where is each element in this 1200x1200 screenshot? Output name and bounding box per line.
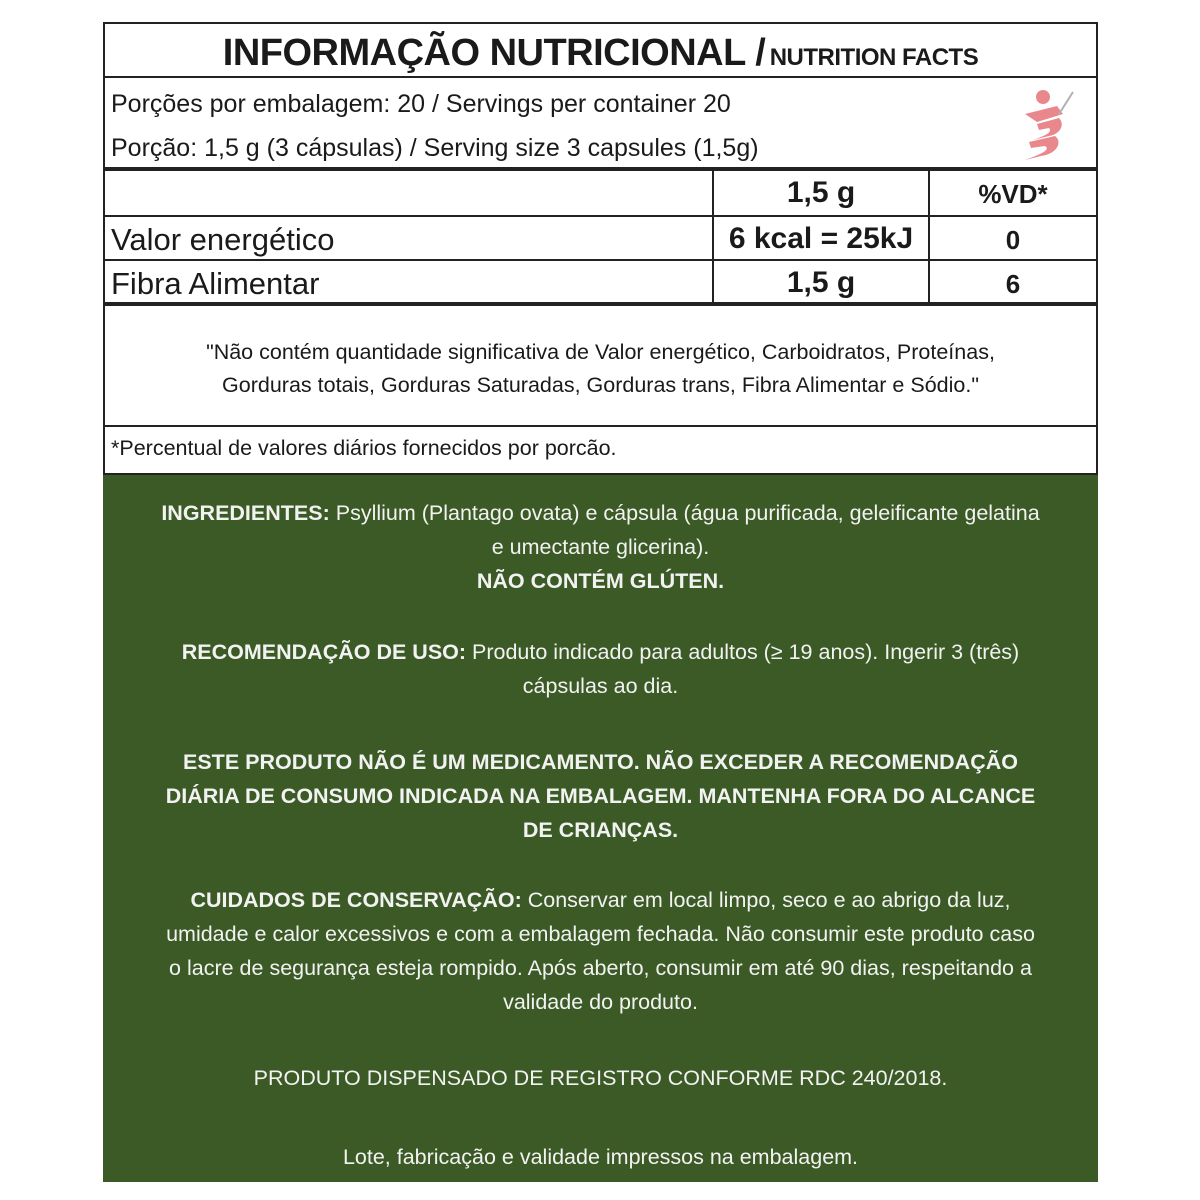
- title-portuguese: INFORMAÇÃO NUTRICIONAL /: [222, 32, 766, 74]
- storage-text: Conservar em local limpo, seco e ao abrigo da luz,: [521, 888, 1011, 912]
- serving-size: Porção: 1,5 g (3 cápsulas) / Serving size 3 capsules (1,5g): [111, 134, 759, 162]
- storage-text: o lacre de segurança esteja rompido. Após aberto, consumir em até 90 dias, respeitando a: [169, 956, 1032, 980]
- brand-mark-icon: [1015, 84, 1085, 162]
- registration-statement: PRODUTO DISPENSADO DE REGISTRO CONFORME RDC 240/2018.: [253, 1066, 948, 1090]
- ingredients-block: [103, 496, 1098, 598]
- storage-text: umidade e calor excessivos e com a embalagem fechada. Não consumir este produto caso: [166, 922, 1035, 946]
- insignificant-quantity-note: [105, 336, 1096, 402]
- ingredients-text: e umectante glicerina).: [491, 535, 710, 559]
- note-line: Gorduras totais, Gorduras Saturadas, Gorduras trans, Fibra Alimentar e Sódio.": [222, 373, 979, 397]
- nutrition-facts-panel: [103, 22, 1098, 475]
- storage-label: CUIDADOS DE CONSERVAÇÃO:: [190, 888, 522, 912]
- warning-text: DE CRIANÇAS.: [522, 818, 679, 842]
- storage-text: validade do produto.: [503, 990, 698, 1014]
- title-english: NUTRITION FACTS: [769, 44, 979, 71]
- nutrient-quantity: 1,5 g: [712, 261, 930, 305]
- daily-value-footnote: *Percentual de valores diários fornecidos por porcão.: [111, 436, 617, 460]
- header-daily-value: %VD*: [978, 179, 1048, 209]
- product-info-panel: [103, 475, 1098, 1182]
- product-label: [103, 22, 1098, 1182]
- usage-block: [103, 635, 1098, 703]
- ingredients-text: Psyllium (Plantago ovata) e cápsula (água purificada, geleificante gelatina: [329, 501, 1040, 525]
- table-row: [105, 215, 1096, 261]
- table-cell-empty: [105, 171, 712, 215]
- gluten-statement: NÃO CONTÉM GLÚTEN.: [476, 569, 725, 593]
- table-row: [105, 259, 1096, 305]
- usage-text: Produto indicado para adultos (≥ 19 anos). Ingerir 3 (três): [466, 640, 1020, 664]
- divider: [105, 425, 1096, 427]
- storage-block: [103, 883, 1098, 1019]
- nutrient-quantity: 6 kcal = 25kJ: [712, 217, 930, 261]
- nutrient-name: Fibra Alimentar: [111, 266, 320, 301]
- usage-label: RECOMENDAÇÃO DE USO:: [181, 640, 467, 664]
- ingredients-label: INGREDIENTES:: [161, 501, 330, 525]
- warning-text: ESTE PRODUTO NÃO É UM MEDICAMENTO. NÃO EXCEDER A RECOMENDAÇÃO: [183, 750, 1018, 774]
- warning-block: [103, 745, 1098, 847]
- servings-per-container: Porções por embalagem: 20 / Servings per container 20: [111, 90, 731, 118]
- nutrition-title: [105, 24, 1096, 78]
- table-header-row: [105, 171, 1096, 215]
- warning-text: DIÁRIA DE CONSUMO INDICADA NA EMBALAGEM. MANTENHA FORA DO ALCANCE: [165, 784, 1036, 808]
- divider: [105, 302, 1096, 306]
- lot-statement: Lote, fabricação e validade impressos na embalagem.: [342, 1145, 859, 1169]
- header-quantity: 1,5 g: [712, 171, 930, 215]
- nutrient-daily-value: 6: [1005, 269, 1021, 299]
- note-line: "Não contém quantidade significativa de Valor energético, Carboidratos, Proteínas,: [206, 340, 995, 364]
- nutrient-name: Valor energético: [111, 222, 335, 257]
- usage-text: cápsulas ao dia.: [522, 674, 679, 698]
- nutrient-daily-value: 0: [1005, 225, 1021, 255]
